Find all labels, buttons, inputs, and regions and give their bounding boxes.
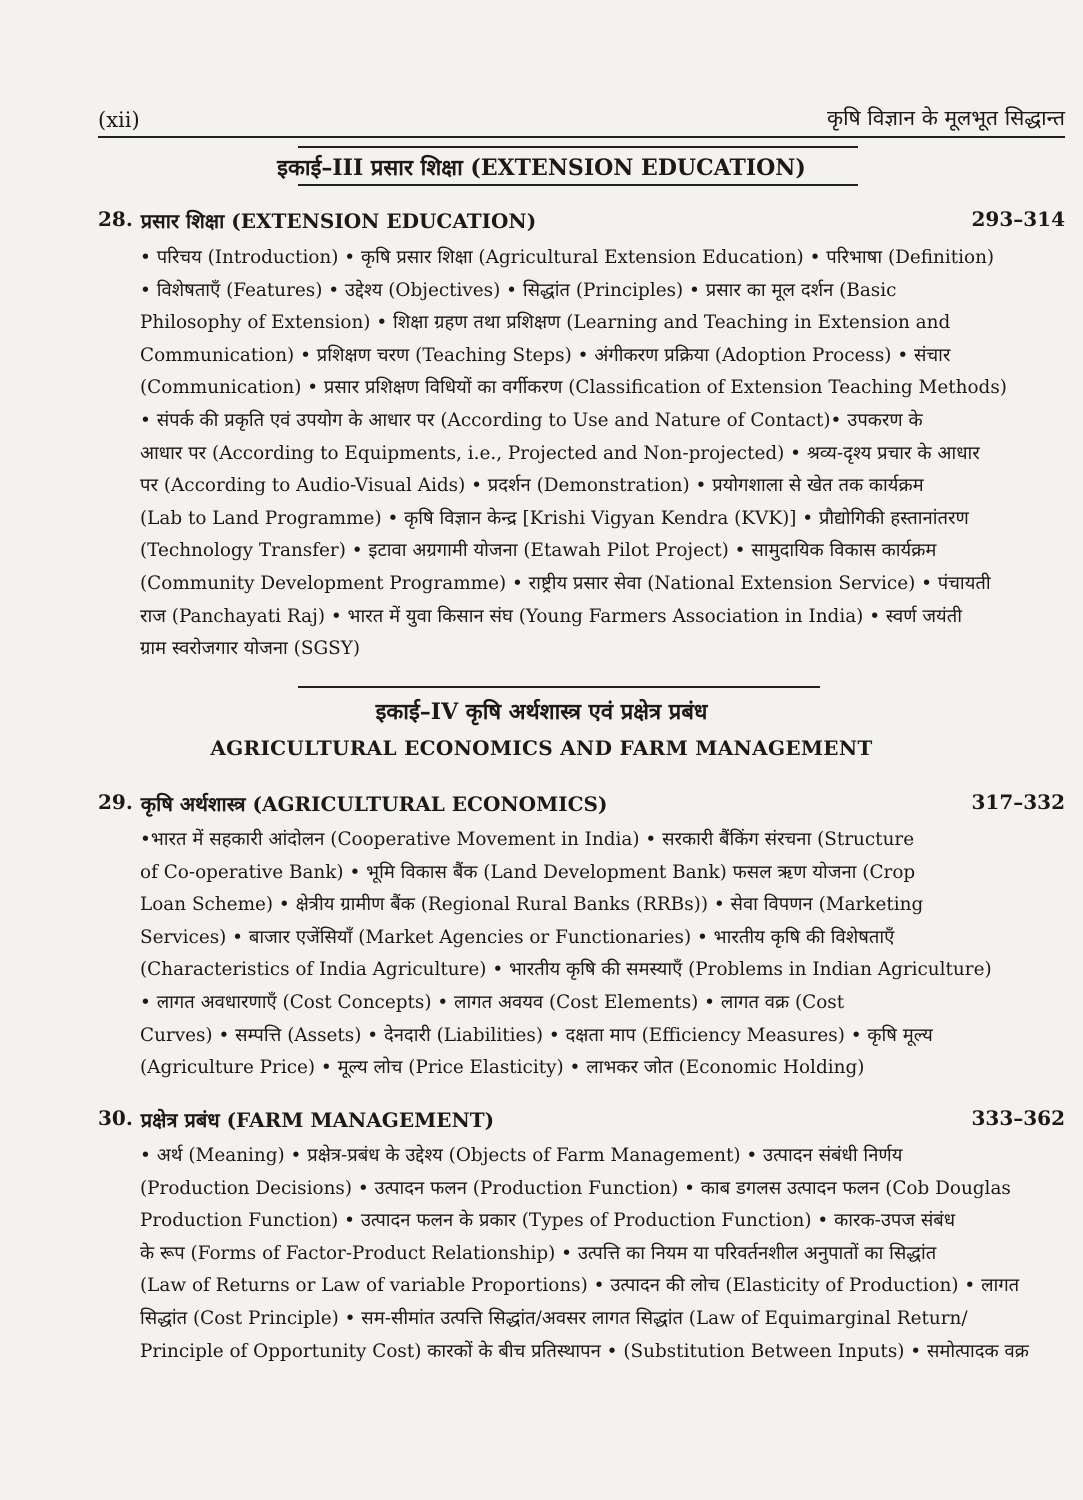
chapter-30-title: प्रक्षेत्र प्रबंध (FARM MANAGEMENT) — [140, 1108, 495, 1132]
chapter-29-number: 29. — [98, 790, 133, 814]
contents-line: Communication) • प्रशिक्षण चरण (Teaching Steps) • अंगीकरण प्रक्रिया (Adoption Process) • संचार — [140, 344, 951, 366]
contents-line: • संपर्क की प्रकृति एवं उपयोग के आधार पर (According to Use and Nature of Contact)• उपकरण के — [140, 409, 923, 431]
contents-line: • परिचय (Introduction) • कृषि प्रसार शिक्षा (Agricultural Extension Education) • परिभाषा (Definition) — [140, 247, 995, 268]
contents-line: of Co-operative Bank) • भूमि विकास बैंक (Land Development Bank) फसल ऋण योजना (Crop — [140, 861, 916, 883]
contents-line: (Production Decisions) • उत्पादन फलन (Production Function) • काब डगलस उत्पादन फलन (Cob Douglas — [140, 1177, 1011, 1199]
unit4-subtitle: AGRICULTURAL ECONOMICS AND FARM MANAGEMENT — [210, 736, 873, 760]
contents-line: • विशेषताएँ (Features) • उद्देश्य (Objectives) • सिद्धांत (Principles) • प्रसार का मूल दर्शन (Basic — [140, 279, 897, 301]
contents-line: (Community Development Programme) • राष्ट्रीय प्रसार सेवा (National Extension Service) • पंचायती — [140, 572, 991, 594]
contents-line: आधार पर (According to Equipments, i.e., Projected and Non-projected) • श्रव्य-दृश्य प्रचार के आधार — [140, 442, 980, 464]
book-title: कृषि विज्ञान के मूलभूत सिद्धान्त — [826, 106, 1065, 130]
chapter-28-pages: 293–314 — [971, 207, 1065, 231]
contents-line: (Lab to Land Programme) • कृषि विज्ञान केन्द्र [Krishi Vigyan Kendra (KVK)] • प्रौद्योगिकी हस्तानांतरण — [140, 507, 969, 529]
contents-line: • लागत अवधारणाएँ (Cost Concepts) • लागत अवयव (Cost Elements) • लागत वक्र (Cost — [140, 991, 845, 1013]
contents-line: (Communication) • प्रसार प्रशिक्षण विधियों का वर्गीकरण (Classification of Extension Teaching Methods) — [140, 377, 1007, 399]
unit3-top-rule — [298, 146, 858, 148]
contents-line: (Characteristics of India Agriculture) • भारतीय कृषि की समस्याएँ (Problems in Indian Agriculture) — [140, 959, 992, 981]
unit3-bottom-rule — [298, 184, 858, 186]
contents-line: Production Function) • उत्पादन फलन के प्रकार (Types of Production Function) • कारक-उपज संबंध — [140, 1210, 956, 1232]
chapter-30-number: 30. — [98, 1106, 133, 1130]
chapter-29-heading — [98, 790, 1065, 817]
contents-line: (Agriculture Price) • मूल्य लोच (Price Elasticity) • लाभकर जोत (Economic Holding) — [140, 1057, 865, 1079]
contents-line: पर (According to Audio-Visual Aids) • प्रदर्शन (Demonstration) • प्रयोगशाला से खेत तक कार्यक्रम — [140, 475, 924, 497]
unit4-title: इकाई–IV कृषि अर्थशास्त्र एवं प्रक्षेत्र प्रबंध — [375, 699, 708, 725]
chapter-29-pages: 317–332 — [971, 790, 1065, 814]
contents-line: •भारत में सहकारी आंदोलन (Cooperative Movement in India) • सरकारी बैंकिंग संरचना (Structure — [140, 829, 915, 850]
contents-line: Loan Scheme) • क्षेत्रीय ग्रामीण बैंक (Regional Rural Banks (RRBs)) • सेवा विपणन (Marketing — [140, 894, 924, 916]
contents-line: Principle of Opportunity Cost) कारकों के बीच प्रतिस्थापन • (Substitution Between Inputs) • समोत्पादक वक्र — [140, 1340, 1029, 1362]
contents-line: (Technology Transfer) • इटावा अग्रगामी योजना (Etawah Pilot Project) • सामुदायिक विकास कार्यक्रम — [140, 540, 937, 562]
chapter-30-pages: 333–362 — [971, 1106, 1065, 1130]
chapter-30-heading — [98, 1106, 1065, 1133]
page-number: (xii) — [98, 108, 140, 132]
contents-line: Curves) • सम्पत्ति (Assets) • देनदारी (Liabilities) • दक्षता माप (Efficiency Measures) • कृषि मूल्य — [140, 1024, 933, 1046]
contents-line: ग्राम स्वरोजगार योजना (SGSY) — [140, 638, 361, 660]
contents-line: Services) • बाजार एजेंसियाँ (Market Agencies or Functionaries) • भारतीय कृषि की विशेषताएँ — [140, 926, 895, 948]
contents-line: राज (Panchayati Raj) • भारत में युवा किसान संघ (Young Farmers Association in India) • स्वर्ण जयंती — [140, 605, 962, 627]
contents-line: के रूप (Forms of Factor-Product Relationship) • उत्पत्ति का नियम या परिवर्तनशील अनुपातों का सिद्धांत — [140, 1242, 937, 1264]
contents-line: (Law of Returns or Law of variable Proportions) • उत्पादन की लोच (Elasticity of Production) • लागत — [140, 1275, 1020, 1297]
unit4-top-rule — [298, 686, 820, 688]
chapter-28-heading — [98, 207, 1065, 234]
chapter-29-title: कृषि अर्थशास्त्र (AGRICULTURAL ECONOMICS) — [140, 792, 608, 816]
unit3-title: इकाई–III प्रसार शिक्षा (EXTENSION EDUCATION) — [277, 155, 806, 181]
chapter-30-contents — [140, 1140, 1065, 1368]
chapter-29-contents — [140, 824, 1065, 1085]
contents-line: Philosophy of Extension) • शिक्षा ग्रहण तथा प्रशिक्षण (Learning and Teaching in Extension and — [140, 312, 951, 334]
chapter-28-number: 28. — [98, 207, 133, 231]
chapter-28-contents — [140, 242, 1065, 666]
contents-line: सिद्धांत (Cost Principle) • सम-सीमांत उत्पत्ति सिद्धांत/अवसर लागत सिद्धांत (Law of Equimarginal Return/ — [140, 1307, 968, 1329]
contents-line: • अर्थ (Meaning) • प्रक्षेत्र-प्रबंध के उद्देश्य (Objects of Farm Management) • उत्पादन संबंधी निर्णय — [140, 1145, 903, 1166]
page-header — [98, 98, 1065, 138]
chapter-28-title: प्रसार शिक्षा (EXTENSION EDUCATION) — [140, 209, 537, 233]
